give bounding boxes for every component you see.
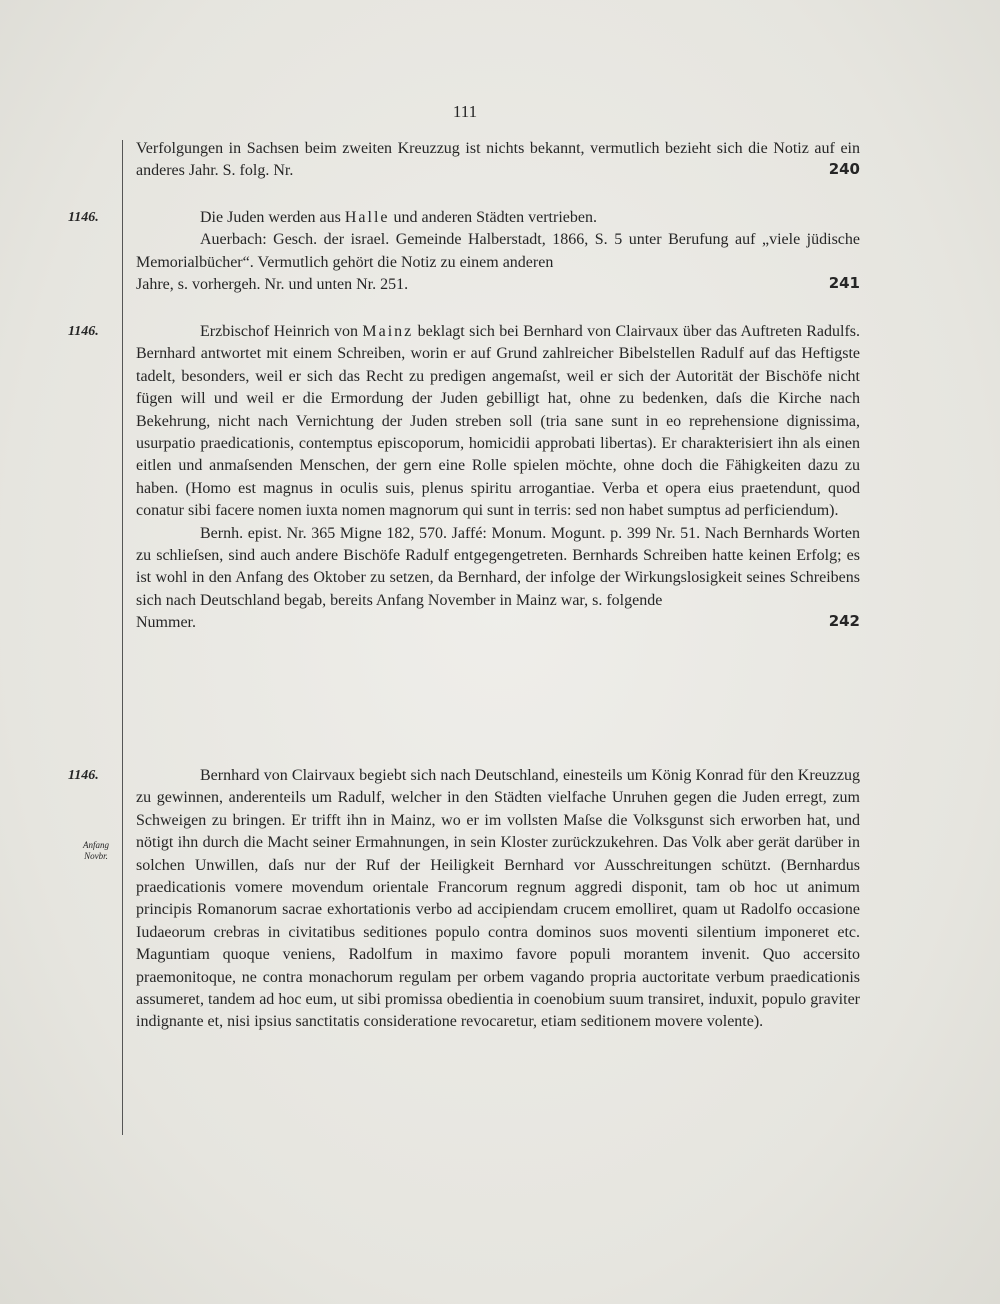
margin-sidenote: Anfang Novbr.: [83, 840, 109, 861]
entry-reference-end: Jahre, s. vorhergeh. Nr. und unten Nr. 251. 241: [136, 274, 860, 294]
entry-date: 1146.: [68, 324, 99, 339]
entry-lead: Bernhard von Clairvaux begiebt sich nach Deutschland, einesteils um König Konrad für den Kreuzzug zu gewinnen, anderenteils um Radulf, welcher in den Städten vielfache Unruhen gegen die Juden erregt, zum Schweigen zu bringen. Er trifft ihn in Mainz, wo er im vollsten Maſse die Volksgunst sich erworben hat, und nötigt ihn durch die Macht seiner Ermahnungen, in sein Kloster zurückzukehren. Das Volk aber gerät darüber in solchen Unwillen, daſs nur der Ruf der Heiligkeit Bernhard vor Ausschreitungen schützt. (Bernhardus praedicationis vomere movendum orientale Francorum regnum aggredi disponit, tam ob hoc ut animum principis Romanorum sacrae exhortationis verbo ad accipiendam crucem emolliret, quam ut Radolfo occasione Iudaeorum crebras in civitatibus seditiones populo contra dominos suos moventi silentium imponeret etc. Maguntiam quoque veniens, Radolfum in maximo favore populi morantem invenit. Quo accersito praemonitoque, ne contra monachorum regulam per orbem vagando propria auctoritate verbum praedicationis assumeret, tandem ad hoc eum, ut sibi promissa obedientia in coenobium suum transiret, induxit, populo graviter indignante et, nisi ipsius sanctitatis consideratione revocaretur, etiam seditionem movere volente).: [136, 767, 860, 1031]
entry-date: 1146.: [68, 768, 99, 783]
entry-reference-end: Nummer. 242: [136, 612, 860, 632]
entry-243: [136, 765, 860, 1034]
entry-241: [136, 207, 860, 297]
entry-lead: Die Juden werden aus Halle und anderen Städten vertrieben.: [200, 209, 597, 226]
entry-text: Verfolgungen in Sachsen beim zweiten Kreuzzug ist nichts bekannt, vermutlich bezieht sich die Notiz auf ein anderes Jahr.: [136, 140, 860, 180]
entry-reference: Bernh. epist. Nr. 365 Migne 182, 570. Jaffé: Monum. Mogunt. p. 399 Nr. 51. Nach Bernhards Worten zu schlieſsen, sind auch andere Bischöfe Radulf entgegengetreten. Bernhards Schreiben hatte keinen Erfolg; es ist wohl in den Anfang des Oktober zu setzen, da Bernhard, der infolge der Wirkungslosigkeit seines Schreibens sich nach Deutschland begab, bereits Anfang November in Mainz war, s. folgende: [136, 524, 860, 609]
entry-lead: Erzbischof Heinrich von Mainz beklagt sich bei Bernhard von Clairvaux über das Auftreten Radulfs. Bernhard antwortet mit einem Schreiben, worin er auf Grund zahlreicher Bibelstellen Radulf auf das Heftigste tadelt, besonders, weil er sich das Recht zu predigen angemaſst, weil er sich der Autorität der Bischöfe nicht fügen will und weil er die Ermordung der Juden gebilligt hat, ohne zu bedenken, daſs die Kirche nach Bekehrung, nicht nach Vernichtung der Juden streben soll (tria sane sunt in eo reprehensione dignissima, usurpatio praedicationis, contemptus episcoporum, homicidii approbati libertas). Er charakterisiert ihn als einen eitlen und anmaſsenden Menschen, der gern eine Rolle spielen möchte, ohne doch die Fähigkeiten dazu zu haben. (Homo est magnus in oculis suis, plenus spiritu arrogantiae. Verba et opera eius praetendunt, quod conatur sibi facere nomen iuxta nomen magnorum qui sunt in terris: sed non habet sumptus ad perficiendum).: [136, 323, 860, 520]
page-number: 111: [452, 102, 478, 121]
place-name: Mainz: [362, 323, 414, 340]
reference-text: S. folg. Nr.: [222, 162, 294, 180]
entry-number: 240: [828, 160, 860, 179]
entry-date: 1146.: [68, 210, 99, 225]
margin-rule: [122, 140, 123, 1135]
place-name: Halle: [344, 209, 390, 226]
entry-number: 242: [828, 612, 860, 631]
entry-242: [136, 321, 860, 635]
entry-reference: Auerbach: Gesch. der israel. Gemeinde Halberstadt, 1866, S. 5 unter Berufung auf „viele jüdische Memorialbücher“. Vermutlich gehört die Notiz zu einem anderen: [136, 231, 860, 271]
entry-paragraph: [136, 138, 860, 183]
entry-240: [136, 138, 860, 183]
entry-number: 241: [828, 274, 860, 293]
